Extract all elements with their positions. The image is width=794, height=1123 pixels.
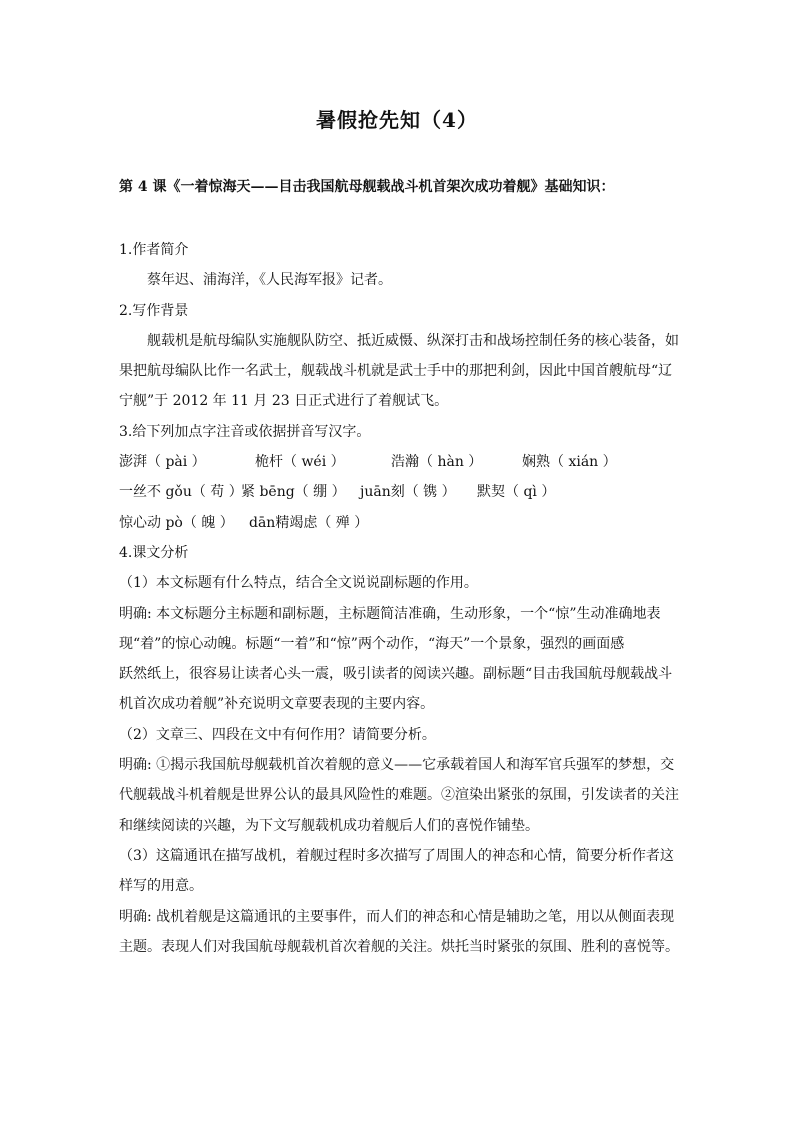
document-title: 暑假抢先知（4）: [316, 108, 478, 132]
question-3-line: （3）这篇通讯在描写战机，着舰过程时多次描写了周围人的神态和心情，简要分析作者这: [119, 847, 674, 864]
pinyin-item: dān精竭虑（ 殚 ）: [249, 514, 369, 531]
pinyin-item: juān刻（ 镌 ）: [360, 484, 456, 501]
answer-1-line: 现“着”的惊心动魄。标题“一着”和“惊”两个动作，“海天”一个景象，强烈的画面感: [119, 635, 625, 652]
pinyin-item: 娴熟（ xián ）: [522, 454, 617, 471]
pinyin-item: 默契（ qì ）: [477, 484, 556, 501]
pinyin-row: [119, 447, 681, 477]
answer-1-line: 跃然纸上，很容易让读者心头一震，吸引读者的阅读兴趣。副标题“目击我国航母舰载战斗: [119, 666, 673, 683]
pinyin-row: [119, 508, 681, 538]
author-heading: 1.作者简介: [119, 242, 189, 258]
background-heading: 2.写作背景: [119, 302, 189, 319]
answer-2-line: 和继续阅读的兴趣，为下文写舰载机成功着舰后人们的喜悦作铺垫。: [119, 817, 539, 834]
pinyin-item: 惊心动 pò（ 魄 ）: [119, 514, 234, 531]
pinyin-item: 澎湃（ pài ）: [119, 454, 206, 471]
pinyin-row: [119, 477, 681, 507]
author-text: 蔡年迟、浦海洋，《人民海军报》记者。: [147, 272, 392, 289]
lesson-heading: 第 4 课《一着惊海天——目击我国航母舰载战斗机首架次成功着舰》基础知识：: [119, 179, 615, 195]
question-1: （1）本文标题有什么特点，结合全文说说副标题的作用。: [119, 575, 478, 592]
pinyin-item: 浩瀚（ hàn ）: [391, 454, 483, 471]
background-line: 宁舰”于 2012 年 11 月 23 日正式进行了着舰试飞。: [119, 393, 449, 410]
answer-1-line: 明确: 本文标题分主标题和副标题，主标题简洁准确，生动形象，一个“惊”生动准确地表: [119, 605, 661, 622]
answer-2-line: 代舰载战斗机着舰是世界公认的最具风险性的难题。②渲染出紧张的氛围，引发读者的关注: [119, 787, 679, 804]
question-3-line: 样写的用意。: [119, 878, 203, 895]
pinyin-item: 一丝不 gǒu（ 苟 ）: [119, 484, 243, 501]
pinyin-item: 桅杆（ wéi ）: [255, 454, 345, 471]
pinyin-heading: 3.给下列加点字注音或依据拼音写汉字。: [119, 423, 371, 440]
pinyin-item: 紧 bēng（ 绷 ）: [241, 484, 346, 501]
answer-2-line: 明确: ①揭示我国航母舰载机首次着舰的意义——它承载着国人和海军官兵强军的梦想，交: [119, 757, 675, 774]
background-line: 果把航母编队比作一名武士，舰载战斗机就是武士手中的那把利剑，因此中国首艘航母“辽: [119, 363, 673, 380]
answer-3-line: 明确: 战机着舰是这篇通讯的主要事件，而人们的神态和心情是辅助之笔，用以从侧面表现: [119, 908, 675, 925]
document-body: [119, 235, 681, 962]
background-line: 舰载机是航母编队实施舰队防空、抵近威慑、纵深打击和战场控制任务的核心装备，如: [147, 332, 679, 349]
question-2: （2）文章三、四段在文中有何作用？请简要分析。: [119, 726, 436, 743]
analysis-heading: 4.课文分析: [119, 544, 189, 561]
answer-3-line: 主题。表现人们对我国航母舰载机首次着舰的关注。烘托当时紧张的氛围、胜利的喜悦等。: [119, 938, 679, 955]
answer-1-line: 机首次成功着舰”补充说明文章要表现的主要内容。: [119, 696, 435, 713]
